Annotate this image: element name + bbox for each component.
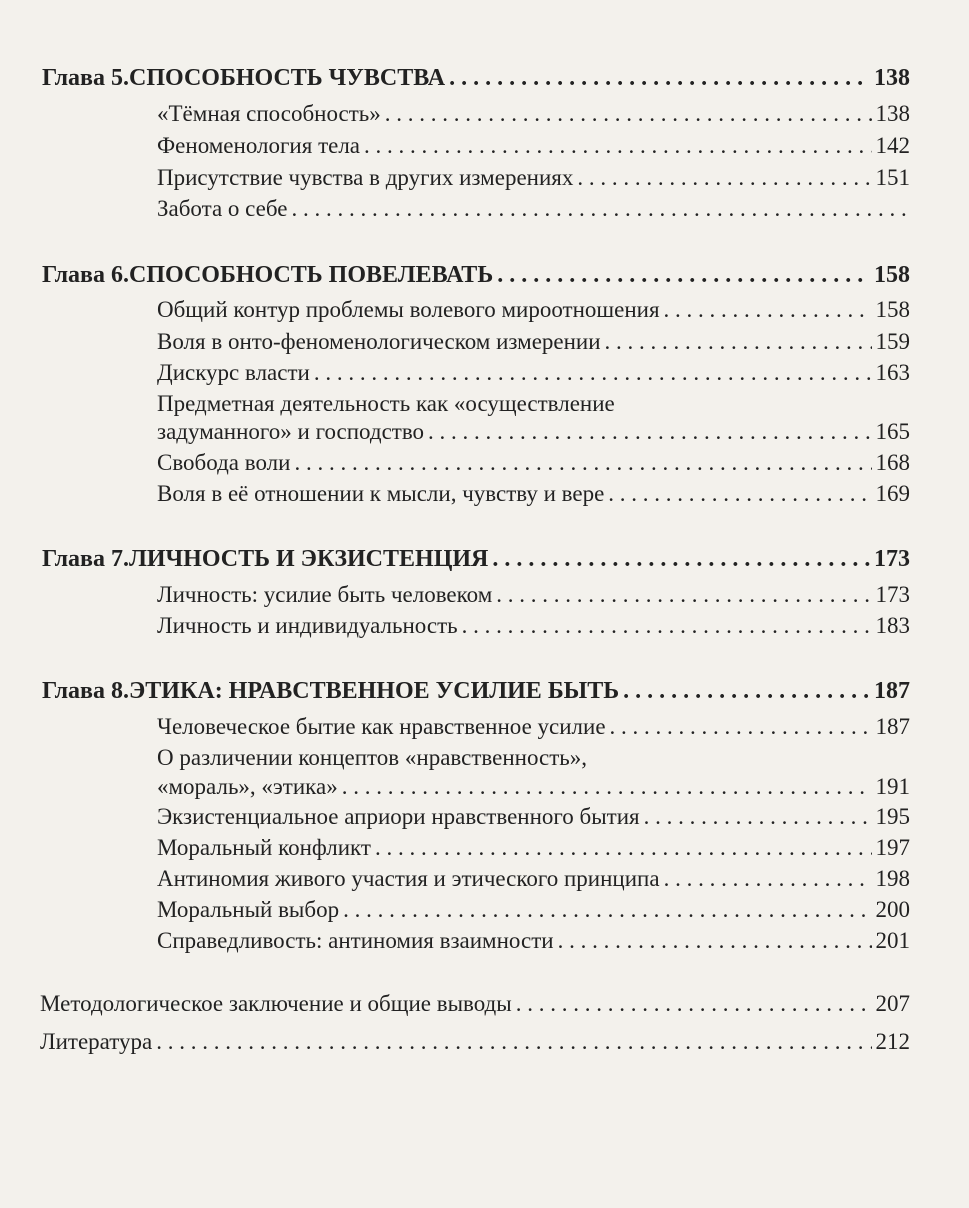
leader-dots <box>449 64 870 92</box>
leader-dots <box>623 677 870 705</box>
chapter-page: 158 <box>874 262 910 288</box>
toc-entry <box>157 100 910 128</box>
entry-page: 207 <box>875 991 910 1016</box>
leader-dots <box>492 545 870 573</box>
entry-page: 198 <box>875 866 910 891</box>
chapter-page: 138 <box>874 65 910 91</box>
entry-title: Дискурс власти <box>157 360 310 385</box>
toc-entry <box>157 927 910 955</box>
chapter-number: Глава 7. <box>42 546 129 572</box>
entry-title: Феноменология тела <box>157 133 361 158</box>
chapter-title: ЭТИКА: НРАВСТВЕННОЕ УСИЛИЕ БЫТЬ <box>129 678 620 704</box>
entry-page: 169 <box>875 481 910 506</box>
chapter-number: Глава 8. <box>42 678 129 704</box>
leader-dots <box>605 328 872 356</box>
toc-entry <box>157 803 910 831</box>
entry-page: 191 <box>875 774 910 799</box>
entry-title: Воля в онто-феноменологическом измерении <box>157 329 601 354</box>
leader-dots <box>342 773 872 801</box>
entry-page: 142 <box>875 133 910 158</box>
leader-dots <box>291 195 906 223</box>
toc-entry <box>157 296 910 324</box>
entry-page: 138 <box>875 101 910 126</box>
entry-title: Моральный выбор <box>157 897 340 922</box>
chapter-8-heading <box>42 677 910 705</box>
leader-dots <box>516 990 872 1018</box>
toc-entry-conclusion <box>40 990 910 1018</box>
leader-dots <box>644 803 872 831</box>
chapter-number: Глава 6. <box>42 262 129 288</box>
entry-page: 158 <box>875 297 910 322</box>
leader-dots <box>343 896 871 924</box>
entry-page: 187 <box>875 714 910 739</box>
entry-title: Антиномия живого участия и этического принципа <box>157 866 660 891</box>
toc-entry <box>157 581 910 609</box>
toc-entry <box>157 132 910 160</box>
entry-title-line1: Предметная деятельность как «осуществление <box>157 391 615 416</box>
leader-dots <box>428 418 871 446</box>
entry-title: Методологическое заключение и общие выводы <box>40 991 512 1016</box>
toc-entry <box>157 865 910 893</box>
entry-title: Воля в её отношении к мысли, чувству и вере <box>157 481 605 506</box>
entry-title: «мораль», «этика» <box>157 774 338 799</box>
entry-title: Личность и индивидуальность <box>157 613 458 638</box>
chapter-title: СПОСОБНОСТЬ ЧУВСТВА <box>129 65 446 91</box>
entry-title-line1: О различении концептов «нравственность», <box>157 745 588 770</box>
entry-title: Свобода воли <box>157 450 291 475</box>
entry-title: Литература <box>40 1029 153 1054</box>
leader-dots <box>608 480 871 508</box>
leader-dots <box>496 581 871 609</box>
entry-title: «Тёмная способность» <box>157 101 381 126</box>
entry-title: задуманного» и господство <box>157 419 425 444</box>
leader-dots <box>462 612 872 640</box>
entry-page: 201 <box>875 928 910 953</box>
entry-page: 163 <box>875 360 910 385</box>
leader-dots <box>375 834 872 862</box>
chapter-title: ЛИЧНОСТЬ И ЭКЗИСТЕНЦИЯ <box>129 546 489 572</box>
entry-title: Общий контур проблемы волевого мироотношения <box>157 297 660 322</box>
entry-page: 173 <box>875 582 910 607</box>
leader-dots <box>577 164 871 192</box>
entry-page: 212 <box>875 1029 910 1054</box>
leader-dots <box>364 132 871 160</box>
leader-dots <box>314 359 872 387</box>
chapter-page: 187 <box>874 678 910 704</box>
entry-page: 183 <box>875 613 910 638</box>
leader-dots <box>385 100 872 128</box>
chapter-5-heading <box>42 64 910 92</box>
toc-entry <box>157 164 910 192</box>
entry-title: Справедливость: антиномия взаимности <box>157 928 554 953</box>
entry-page: 197 <box>875 835 910 860</box>
entry-title: Экзистенциальное априори нравственного бытия <box>157 804 640 829</box>
toc-entry <box>157 418 910 446</box>
toc-entry <box>157 449 910 477</box>
entry-page: 165 <box>875 419 910 444</box>
entry-page: 159 <box>875 329 910 354</box>
leader-dots <box>558 927 872 955</box>
toc-entry <box>157 359 910 387</box>
chapter-7-heading <box>42 545 910 573</box>
leader-dots <box>156 1028 871 1056</box>
toc-entry-literature <box>40 1028 910 1056</box>
toc-entry <box>157 195 910 223</box>
chapter-page: 173 <box>874 546 910 572</box>
entry-title: Забота о себе <box>157 196 288 221</box>
toc-entry <box>157 713 910 741</box>
entry-page: 151 <box>875 165 910 190</box>
entry-title: Человеческое бытие как нравственное усилие <box>157 714 606 739</box>
toc-entry <box>157 896 910 924</box>
toc-entry <box>157 834 910 862</box>
leader-dots <box>610 713 872 741</box>
entry-page: 200 <box>875 897 910 922</box>
toc-entry <box>157 773 910 801</box>
entry-title: Моральный конфликт <box>157 835 371 860</box>
toc-entry <box>157 328 910 356</box>
toc-entry <box>157 612 910 640</box>
leader-dots <box>294 449 871 477</box>
entry-title: Личность: усилие быть человеком <box>157 582 493 607</box>
toc-entry <box>157 480 910 508</box>
leader-dots <box>664 296 872 324</box>
leader-dots <box>497 261 870 289</box>
chapter-6-heading <box>42 261 910 289</box>
chapter-title: СПОСОБНОСТЬ ПОВЕЛЕВАТЬ <box>129 262 494 288</box>
entry-page: 195 <box>875 804 910 829</box>
chapter-number: Глава 5. <box>42 65 129 91</box>
entry-page: 168 <box>875 450 910 475</box>
entry-title: Присутствие чувства в других измерениях <box>157 165 574 190</box>
leader-dots <box>664 865 872 893</box>
